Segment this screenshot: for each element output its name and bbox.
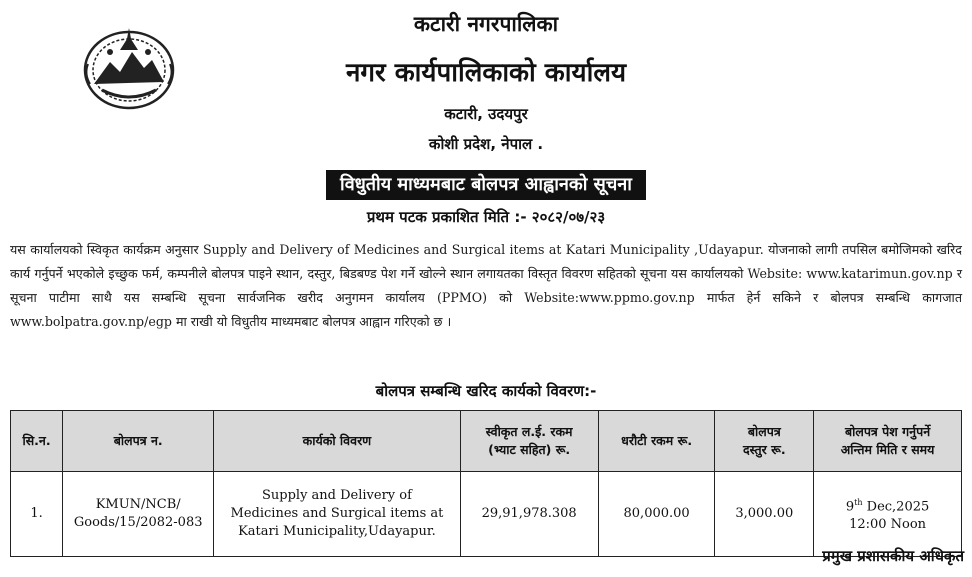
cell-description — [214, 472, 460, 557]
cell-bid-no-line1: KMUN/NCB/ — [95, 497, 181, 512]
notice-body: यस कार्यालयको स्विकृत कार्यक्रम अनुसार Supply and Delivery of Medicines and Surgical items at Katari Municipality ,Udayapur. योजनाको लागी तपसिल बमोजिमको खरिद कार्य गर्नुपर्ने भएकोले इच्छुक फर्म, कम्पनीले बोलपत्र पाइने स्थान, दस्तुर, बिडबण्ड पेश गर्ने खोल्ने स्थान लगायतका विस्तृत विवरण सहितको सूचना यस कार्यालयको Website: www.katarimun.gov.np र सूचना पाटीमा साथै यस सम्बन्धि सूचना सार्वजनिक खरीद अनुगमन कार्यालय (PPMO) को Website:www.ppmo.gov.np मार्फत हेर्न सकिने र बोलपत्र सम्बन्धि कागजात www.bolpatra.gov.np/egp मा राखी यो विधुतीय माध्यमबाट बोलपत्र आह्वान गरिएको छ । — [10, 242, 962, 329]
header-estimate-line2: (भ्याट सहित) रू. — [488, 442, 571, 457]
cell-estimate: 29,91,978.308 — [460, 472, 598, 557]
cell-bid-no — [63, 472, 214, 557]
header-fee — [715, 411, 814, 472]
table-header-row — [11, 411, 962, 472]
header-deadline-line1: बोलपत्र पेश गर्नुपर्ने — [844, 424, 931, 439]
cell-desc-line3: Katari Municipality,Udayapur. — [238, 524, 436, 539]
cell-fee: 3,000.00 — [715, 472, 814, 557]
municipality-name: कटारी नगरपालिका — [413, 12, 559, 36]
cell-deadline-day: 9 — [845, 499, 855, 515]
office-name: नगर कार्यपालिकाको कार्यालय — [345, 58, 627, 88]
header-estimate-line1: स्वीकृत ल.ई. रकम — [485, 424, 573, 439]
header-deadline-line2: अन्तिम मिति र समय — [840, 442, 935, 457]
table-row — [11, 472, 962, 557]
header-deadline — [814, 411, 962, 472]
cell-deadline — [814, 472, 962, 557]
cell-deadline-suffix: th — [854, 497, 863, 507]
cell-bid-no-line2: Goods/15/2082-083 — [73, 515, 203, 530]
cell-desc-line1: Supply and Delivery of — [261, 488, 412, 503]
notice-banner-wrap — [0, 170, 972, 200]
notice-title: विधुतीय माध्यमबाट बोलपत्र आह्वानको सूचना — [326, 170, 646, 200]
signature-title: प्रमुख प्रशासकीय अधिकृत — [822, 547, 964, 565]
bid-table — [10, 410, 962, 557]
cell-sn: 1. — [11, 472, 63, 557]
header-fee-line1: बोलपत्र — [747, 424, 781, 439]
header-description: कार्यको विवरण — [214, 411, 460, 472]
cell-deadline-time: 12:00 Noon — [849, 517, 927, 533]
header-bid-no: बोलपत्र न. — [63, 411, 214, 472]
published-date: प्रथम पटक प्रकाशित मिति :- २०८२/०७/२३ — [366, 208, 606, 226]
cell-deadline-rest: Dec,2025 — [862, 499, 930, 515]
cell-security: 80,000.00 — [598, 472, 715, 557]
cell-desc-line2: Medicines and Surgical items at — [230, 506, 444, 521]
header-sn: सि.न. — [11, 411, 63, 472]
office-province: कोशी प्रदेश, नेपाल . — [428, 135, 544, 153]
office-location: कटारी, उदयपुर — [444, 105, 528, 123]
header-estimate — [460, 411, 598, 472]
header-fee-line2: दस्तुर रू. — [743, 442, 786, 457]
header-security: धरौटी रकम रू. — [598, 411, 715, 472]
table-title: बोलपत्र सम्बन्धि खरिद कार्यको विवरण:- — [375, 382, 597, 400]
